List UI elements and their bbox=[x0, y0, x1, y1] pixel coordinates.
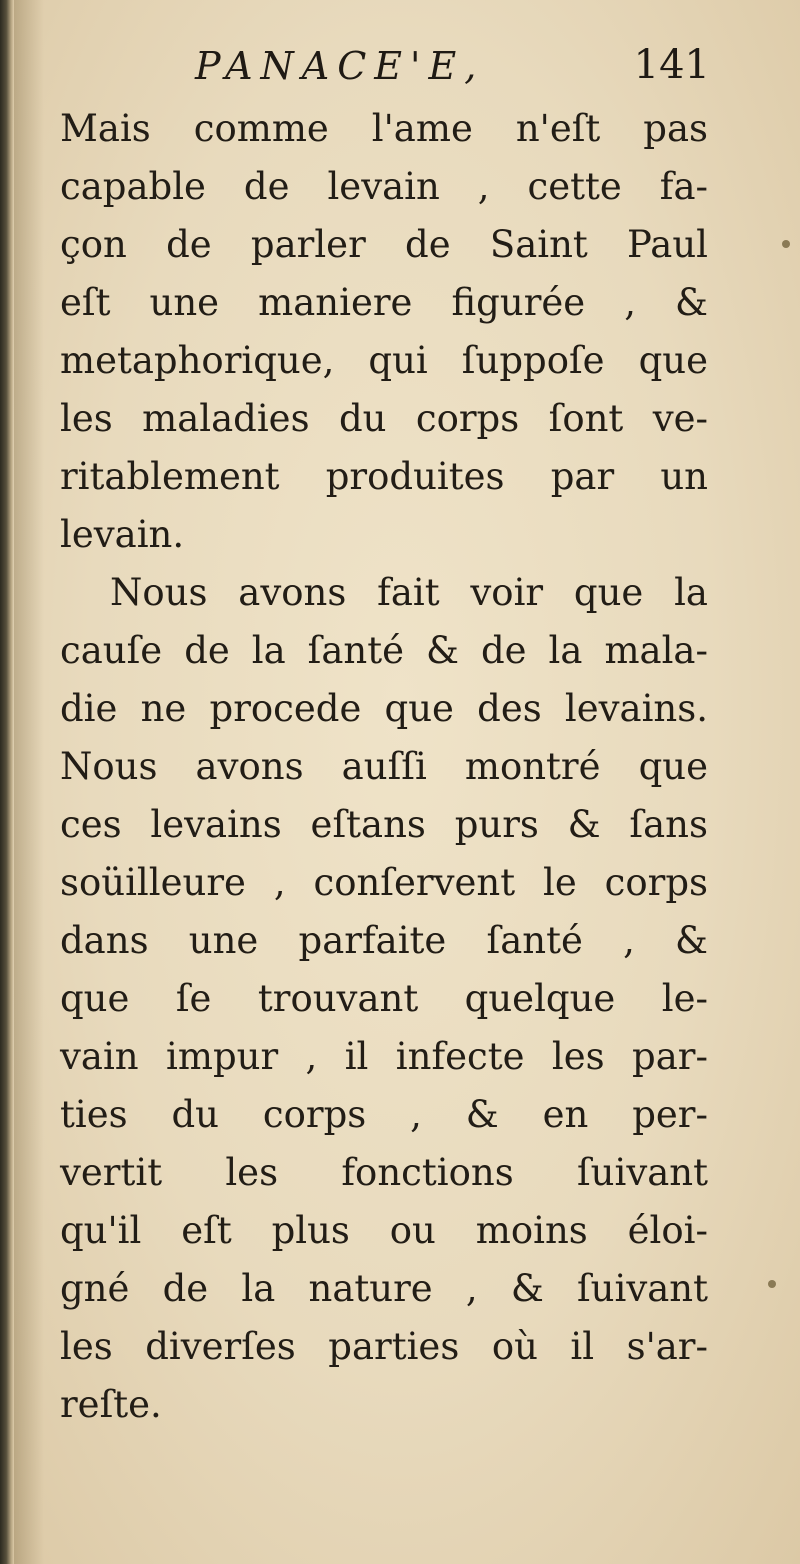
body-text bbox=[60, 100, 708, 1434]
page-header bbox=[60, 40, 710, 100]
text-line: ties du corps , & en per- bbox=[60, 1093, 708, 1136]
text-line: dans une parfaite ſanté , & bbox=[60, 919, 708, 962]
text-line: les maladies du corps ſont ve- bbox=[60, 397, 708, 440]
text-line: gné de la nature , & ſuivant bbox=[60, 1267, 708, 1310]
text-line: les diverſes parties où il s'ar- bbox=[60, 1325, 708, 1368]
text-line: ces levains eſtans purs & ſans bbox=[60, 803, 708, 846]
text-line: çon de parler de Saint Paul bbox=[60, 223, 708, 266]
text-line: reſte. bbox=[60, 1383, 162, 1426]
text-line: Nous avons fait voir que la bbox=[110, 571, 708, 614]
text-line: die ne procede que des levains. bbox=[60, 687, 708, 730]
paper-speck bbox=[768, 1280, 776, 1288]
text-line: Nous avons auſſi montré que bbox=[60, 745, 708, 788]
paper-speck bbox=[782, 240, 790, 248]
book-spine bbox=[0, 0, 14, 1564]
running-title: PANACE'E, bbox=[195, 44, 485, 88]
text-line: ritablement produites par un bbox=[60, 455, 708, 498]
text-line: soüilleure , conſervent le corps bbox=[60, 861, 708, 904]
text-line: que ſe trouvant quelque le- bbox=[60, 977, 708, 1020]
text-line: levain. bbox=[60, 513, 185, 556]
page-number: 141 bbox=[633, 42, 710, 88]
text-line: metaphorique, qui ſuppoſe que bbox=[60, 339, 708, 382]
text-line: vain impur , il infecte les par- bbox=[60, 1035, 708, 1078]
text-line: qu'il eſt plus ou moins éloi- bbox=[60, 1209, 708, 1252]
text-line: vertit les fonctions ſuivant bbox=[60, 1151, 708, 1194]
text-line: capable de levain , cette fa- bbox=[60, 165, 708, 208]
text-line: eſt une maniere figurée , & bbox=[60, 281, 708, 324]
spine-shadow bbox=[14, 0, 44, 1564]
text-line: cauſe de la ſanté & de la mala- bbox=[60, 629, 708, 672]
text-line: Mais comme l'ame n'eſt pas bbox=[60, 107, 708, 150]
